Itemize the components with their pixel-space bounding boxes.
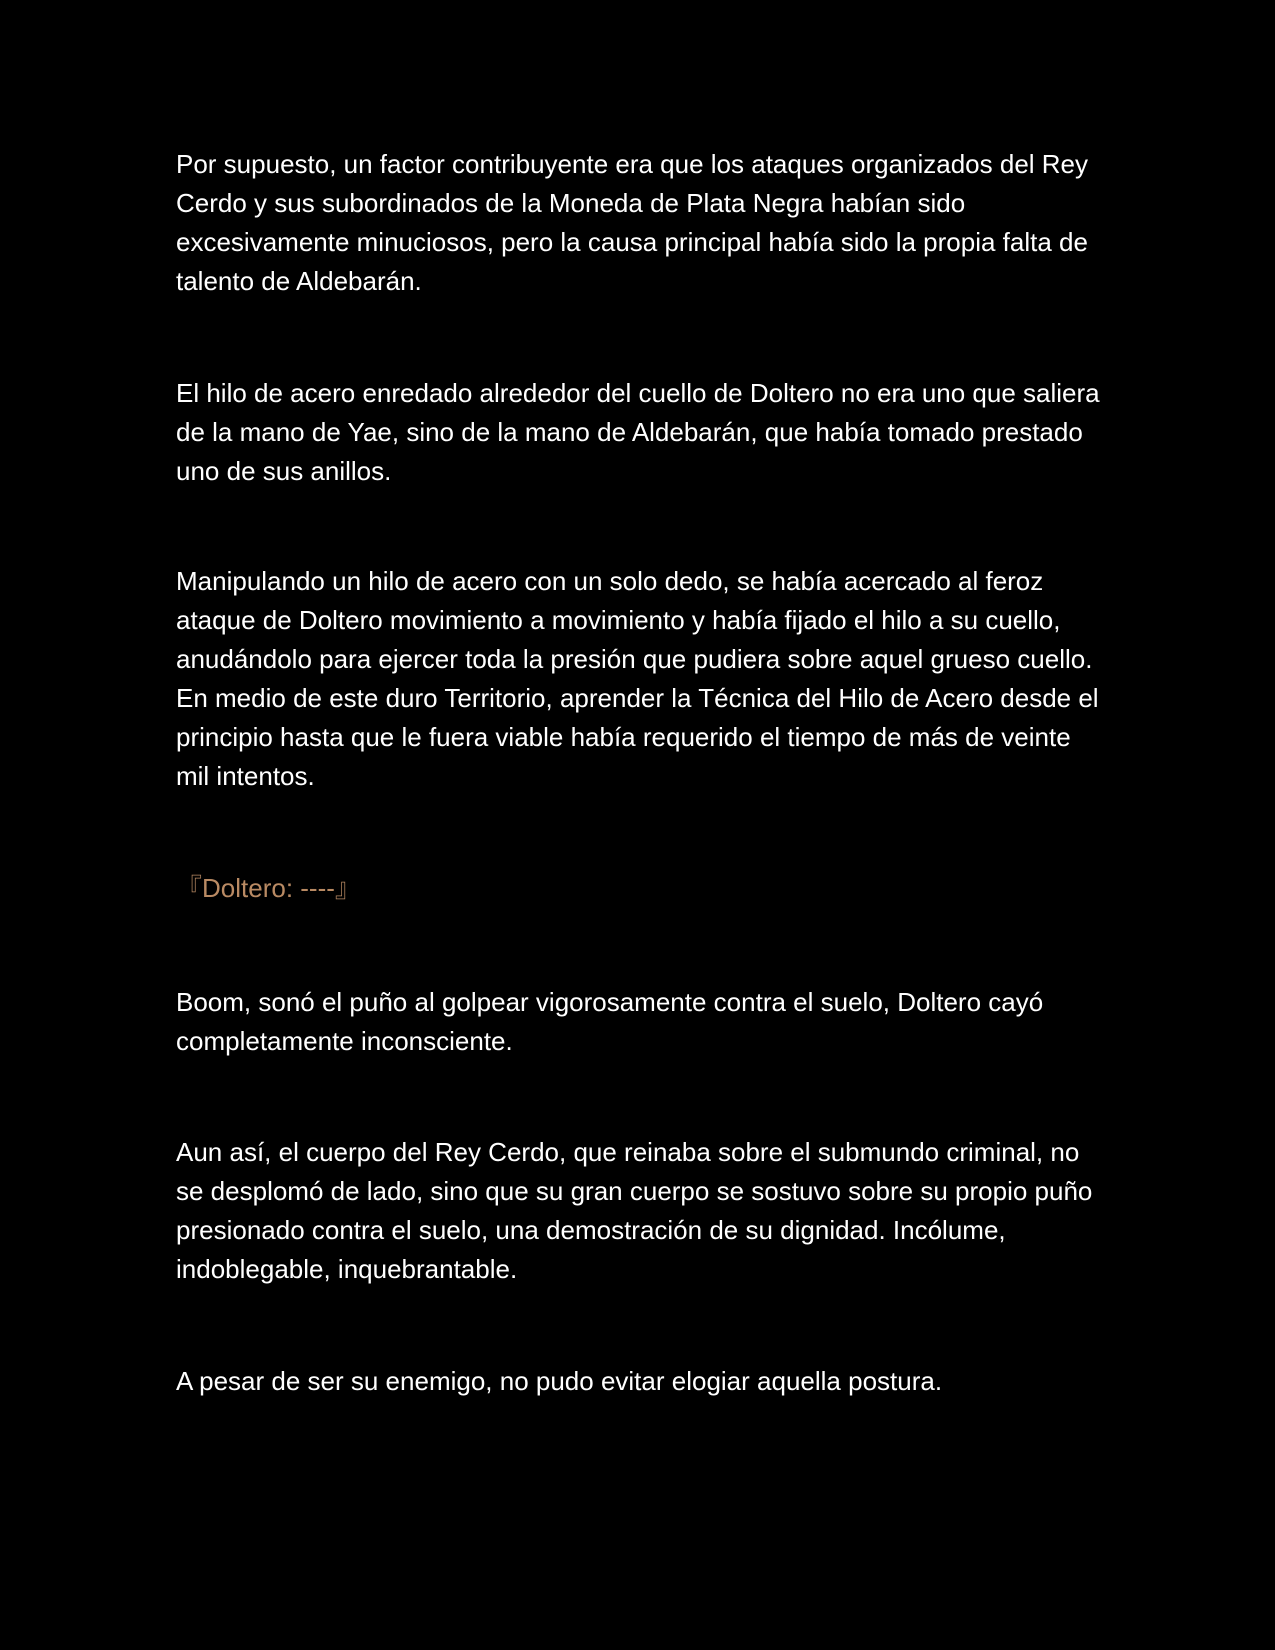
paragraph: Por supuesto, un factor contribuyente era que los ataques organizados del Rey Cerdo y sus subordinados de la Moneda de Plata Negra habían sido excesivamente minuciosos, pero la causa principal había sido la propia falta de talento de Aldebarán. [176, 149, 1089, 296]
paragraph: Aun así, el cuerpo del Rey Cerdo, que reinaba sobre el submundo criminal, no se desplomó de lado, sino que su gran cuerpo se sostuvo sobre su propio puño presionado contra el suelo, una demostración de su dignidad. Incólume, indoblegable, inquebrantable. [176, 1137, 1093, 1284]
paragraph: Boom, sonó el puño al golpear vigorosamente contra el suelo, Doltero cayó completamente inconsciente. [176, 987, 1044, 1056]
paragraph: A pesar de ser su enemigo, no pudo evitar elogiar aquella postura. [176, 1366, 943, 1396]
dialogue-line: 『Doltero: ----』 [176, 873, 361, 903]
paragraph: Manipulando un hilo de acero con un solo dedo, se había acercado al feroz ataque de Doltero movimiento a movimiento y había fijado el hilo a su cuello, anudándolo para ejercer toda la presión que pudiera sobre aquel grueso cuello. En medio de este duro Territorio, aprender la Técnica del Hilo de Acero desde el principio hasta que le fuera viable había requerido el tiempo de más de veinte mil intentos. [176, 566, 1099, 791]
paragraph: El hilo de acero enredado alrededor del cuello de Doltero no era uno que saliera de la mano de Yae, sino de la mano de Aldebarán, que había tomado prestado uno de sus anillos. [176, 378, 1100, 486]
